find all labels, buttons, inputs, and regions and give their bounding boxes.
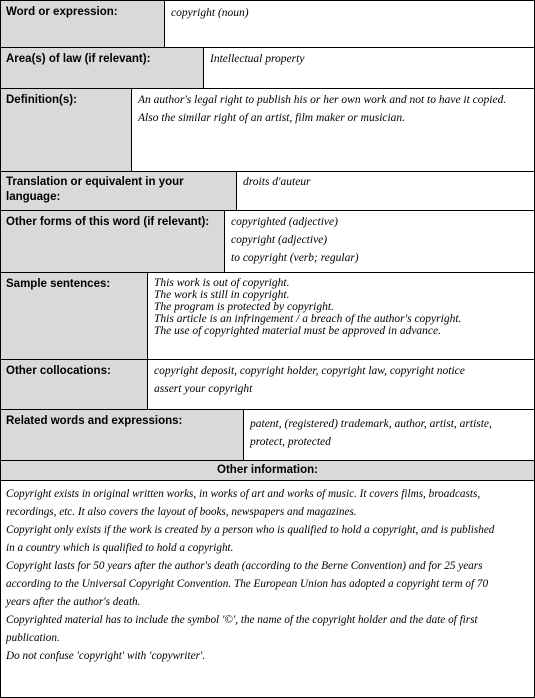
definition-row: [1, 89, 534, 172]
word-value: [165, 1, 534, 47]
sample-sentences-value: [148, 273, 534, 359]
word-row: [1, 1, 534, 48]
translation-label: Translation or equivalent in your language:: [1, 172, 237, 210]
area-row: [1, 48, 534, 89]
other-info-line: years after the author's death.: [6, 596, 141, 608]
area-value-text: Intellectual property: [210, 53, 305, 65]
related-line: patent, (registered) trademark, author, artist, artiste,: [250, 418, 492, 430]
other-info-line: Copyrighted material has to include the symbol '©', the name of the copyright holder and the date of first: [6, 614, 478, 626]
other-forms-label: Other forms of this word (if relevant):: [1, 211, 225, 272]
related-value: [244, 410, 534, 460]
related-row: [1, 410, 534, 461]
word-label: Word or expression:: [1, 1, 165, 47]
collocations-value: [148, 360, 534, 409]
related-line: protect, protected: [250, 436, 331, 448]
other-info-line: Copyright exists in original written works, in works of art and works of music. It covers films, broadcasts,: [6, 488, 481, 500]
other-information-body: [1, 481, 534, 697]
other-info-line: Copyright only exists if the work is created by a person who is qualified to hold a copyright, and is published: [6, 524, 495, 536]
definition-line: An author's legal right to publish his or her own work and not to have it copied.: [138, 94, 507, 106]
translation-row: [1, 172, 534, 211]
collocation-line: copyright deposit, copyright holder, copyright law, copyright notice: [154, 365, 465, 377]
other-info-line: recordings, etc. It also covers the layout of books, newspapers and magazines.: [6, 506, 357, 518]
other-info-line: according to the Universal Copyright Convention. The European Union has adopted a copyright term of 70: [6, 578, 489, 590]
other-info-line: publication.: [6, 632, 60, 644]
definition-label: Definition(s):: [1, 89, 132, 171]
word-value-text: copyright (noun): [171, 7, 249, 19]
area-label: Area(s) of law (if relevant):: [1, 48, 204, 88]
definition-value: [132, 89, 534, 171]
collocation-line: assert your copyright: [154, 383, 253, 395]
sample-sentence: This work is out of copyright.: [154, 277, 290, 289]
collocations-row: [1, 360, 534, 410]
other-info-line: Copyright lasts for 50 years after the author's death (according to the Berne Convention) and for 25 years: [6, 560, 483, 572]
other-info-line: in a country which is qualified to hold a copyright.: [6, 542, 234, 554]
collocations-label: Other collocations:: [1, 360, 148, 409]
area-value: [204, 48, 534, 88]
translation-value-text: droits d'auteur: [243, 176, 311, 188]
related-label: Related words and expressions:: [1, 410, 244, 460]
sample-sentence: The program is protected by copyright.: [154, 301, 334, 313]
sample-sentence: This article is an infringement / a breach of the author's copyright.: [154, 313, 462, 325]
sample-sentences-label: Sample sentences:: [1, 273, 148, 359]
sample-sentence: The work is still in copyright.: [154, 289, 290, 301]
definition-line: Also the similar right of an artist, film maker or musician.: [138, 112, 406, 124]
translation-value: [237, 172, 534, 210]
sample-sentence: The use of copyrighted material must be approved in advance.: [154, 325, 442, 337]
other-forms-line: copyrighted (adjective): [231, 216, 338, 228]
other-forms-line: copyright (adjective): [231, 234, 328, 246]
other-forms-row: [1, 211, 534, 273]
sample-sentences-row: [1, 273, 534, 360]
other-forms-line: to copyright (verb; regular): [231, 252, 359, 264]
other-information-heading: Other information:: [1, 461, 534, 481]
other-info-line: Do not confuse 'copyright' with 'copywriter'.: [6, 650, 206, 662]
other-forms-value: [225, 211, 534, 272]
